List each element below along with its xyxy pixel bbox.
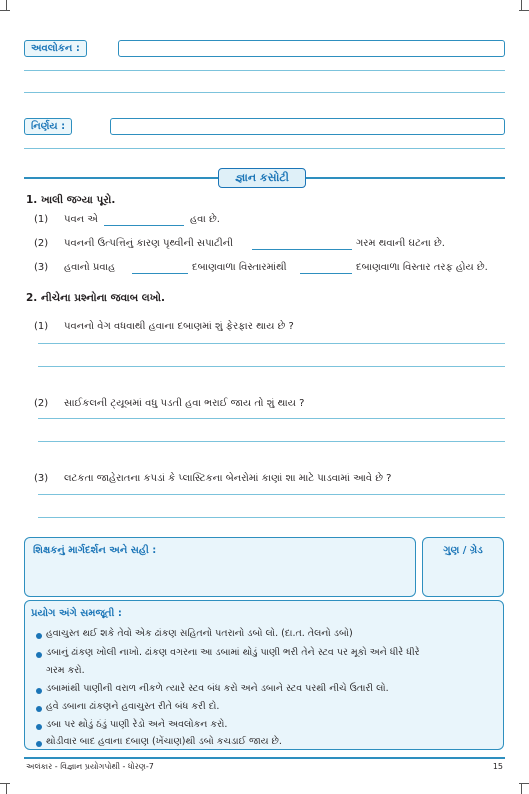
footer-rule bbox=[24, 757, 505, 759]
fill-blank[interactable] bbox=[300, 273, 352, 274]
item-text: હવાનો પ્રવાહ bbox=[64, 262, 116, 273]
footer-title: અલંકાર - વિજ્ઞાન પ્રયોગપોથી - ધોરણ-7 bbox=[26, 762, 154, 771]
item-text: દબાણવાળા વિસ્તાર તરફ હોય છે. bbox=[356, 262, 488, 273]
q1-item-3 bbox=[34, 262, 504, 276]
answer-line[interactable] bbox=[38, 343, 505, 344]
answer-line[interactable] bbox=[38, 418, 505, 419]
grade-box[interactable] bbox=[422, 537, 504, 597]
item-number: (3) bbox=[34, 473, 49, 484]
page-number: 15 bbox=[492, 762, 503, 771]
bullet-icon bbox=[36, 741, 42, 747]
grade-label: ગુણ / ગ્રેડ bbox=[443, 545, 483, 556]
writing-line bbox=[24, 92, 505, 93]
writing-line bbox=[24, 70, 505, 71]
item-text: ગરમ થવાની ઘટના છે. bbox=[356, 238, 445, 249]
teacher-label: શિક્ષકનું માર્ગદર્શન અને સહી : bbox=[33, 545, 157, 556]
q2-item-3 bbox=[34, 473, 504, 487]
conclusion-field[interactable] bbox=[110, 118, 505, 135]
bullet-icon bbox=[36, 633, 42, 639]
conclusion-label: નિર્ણય : bbox=[24, 118, 72, 135]
item-number: (1) bbox=[34, 321, 49, 332]
bullet-icon bbox=[36, 724, 42, 730]
q1-item-2 bbox=[34, 238, 504, 252]
writing-line bbox=[24, 148, 505, 149]
item-number: (2) bbox=[34, 238, 49, 249]
item-number: (1) bbox=[34, 214, 49, 225]
quiz-title: જ્ઞાન કસોટી bbox=[218, 168, 306, 188]
answer-line[interactable] bbox=[38, 366, 505, 367]
q1-item-1 bbox=[34, 214, 504, 228]
q1-heading: 1. ખાલી જગ્યા પૂરો. bbox=[26, 194, 116, 206]
observation-label: અવલોકન : bbox=[24, 40, 87, 57]
fill-blank[interactable] bbox=[104, 225, 184, 226]
teacher-signature-box[interactable] bbox=[24, 537, 416, 597]
crop-mark bbox=[0, 783, 10, 784]
explanation-step: ડબામાંથી પાણીની વરાળ નીકળે ત્યારે સ્ટવ બંધ કરો અને ડબાને સ્ટવ પરથી નીચે ઉતારી લો. bbox=[46, 683, 389, 694]
item-text: હવા છે. bbox=[190, 214, 220, 225]
explanation-step-continued: ગરમ કરો. bbox=[46, 665, 85, 676]
item-number: (2) bbox=[34, 398, 49, 409]
explanation-step: થોડીવાર બાદ હવાના દબાણ (ખેંચાણ)થી ડબો કચડાઈ જાય છે. bbox=[46, 736, 282, 747]
item-text: દબાણવાળા વિસ્તારમાંથી bbox=[192, 262, 287, 273]
crop-mark bbox=[521, 0, 522, 10]
crop-mark bbox=[6, 0, 7, 10]
explanation-step: ડબાનું ઢાંકણ ખોલી નાખો. ઢાંકણ વગરના આ ડબામાં થોડું પાણી ભરી તેને સ્ટવ પર મૂકો અને ધીરે ધીરે bbox=[46, 647, 420, 658]
fill-blank[interactable] bbox=[252, 249, 352, 250]
item-text: પવન એ bbox=[64, 214, 98, 225]
explanation-step: હવાચુસ્ત થઈ શકે તેવો એક ઢાંકણ સહિતનો પતરાનો ડબો લો. (દા.ત. તેલનો ડબો) bbox=[46, 628, 353, 639]
q2-item-1 bbox=[34, 321, 504, 335]
item-text: સાઈકલની ટ્યૂબમાં વધુ પડતી હવા ભરાઈ જાય તો શું થાય ? bbox=[64, 398, 305, 409]
answer-line[interactable] bbox=[38, 494, 505, 495]
answer-line[interactable] bbox=[38, 441, 505, 442]
crop-mark bbox=[6, 784, 7, 794]
item-text: લટકતા જાહેરાતના કપડાં કે પ્લાસ્ટિકના બેનરોમાં કાણાં શા માટે પાડવામાં આવે છે ? bbox=[64, 473, 392, 484]
observation-field[interactable] bbox=[118, 40, 505, 57]
q2-heading: 2. નીચેના પ્રશ્નોના જવાબ લખો. bbox=[26, 292, 165, 304]
item-text: પવનની ઉત્પત્તિનું કારણ પૃથ્વીની સપાટીની bbox=[64, 238, 234, 249]
crop-mark bbox=[0, 10, 10, 11]
fill-blank[interactable] bbox=[132, 273, 188, 274]
explanation-step: હવે ડબાના ઢાંકણને હવાચુસ્ત રીતે બંધ કરી દો. bbox=[46, 701, 220, 712]
explanation-step: ડબા પર થોડું ઠંડું પાણી રેડો અને અવલોકન કરો. bbox=[46, 719, 228, 730]
crop-mark bbox=[519, 783, 529, 784]
bullet-icon bbox=[36, 706, 42, 712]
q2-item-2 bbox=[34, 398, 504, 412]
explanation-title: પ્રયોગ અંગે સમજૂતી : bbox=[31, 608, 122, 619]
item-number: (3) bbox=[34, 262, 49, 273]
crop-mark bbox=[521, 784, 522, 794]
item-text: પવનનો વેગ વધવાથી હવાના દબાણમાં શું ફેરફાર થાય છે ? bbox=[64, 321, 294, 332]
crop-mark bbox=[519, 10, 529, 11]
bullet-icon bbox=[36, 652, 42, 658]
answer-line[interactable] bbox=[38, 517, 505, 518]
bullet-icon bbox=[36, 688, 42, 694]
